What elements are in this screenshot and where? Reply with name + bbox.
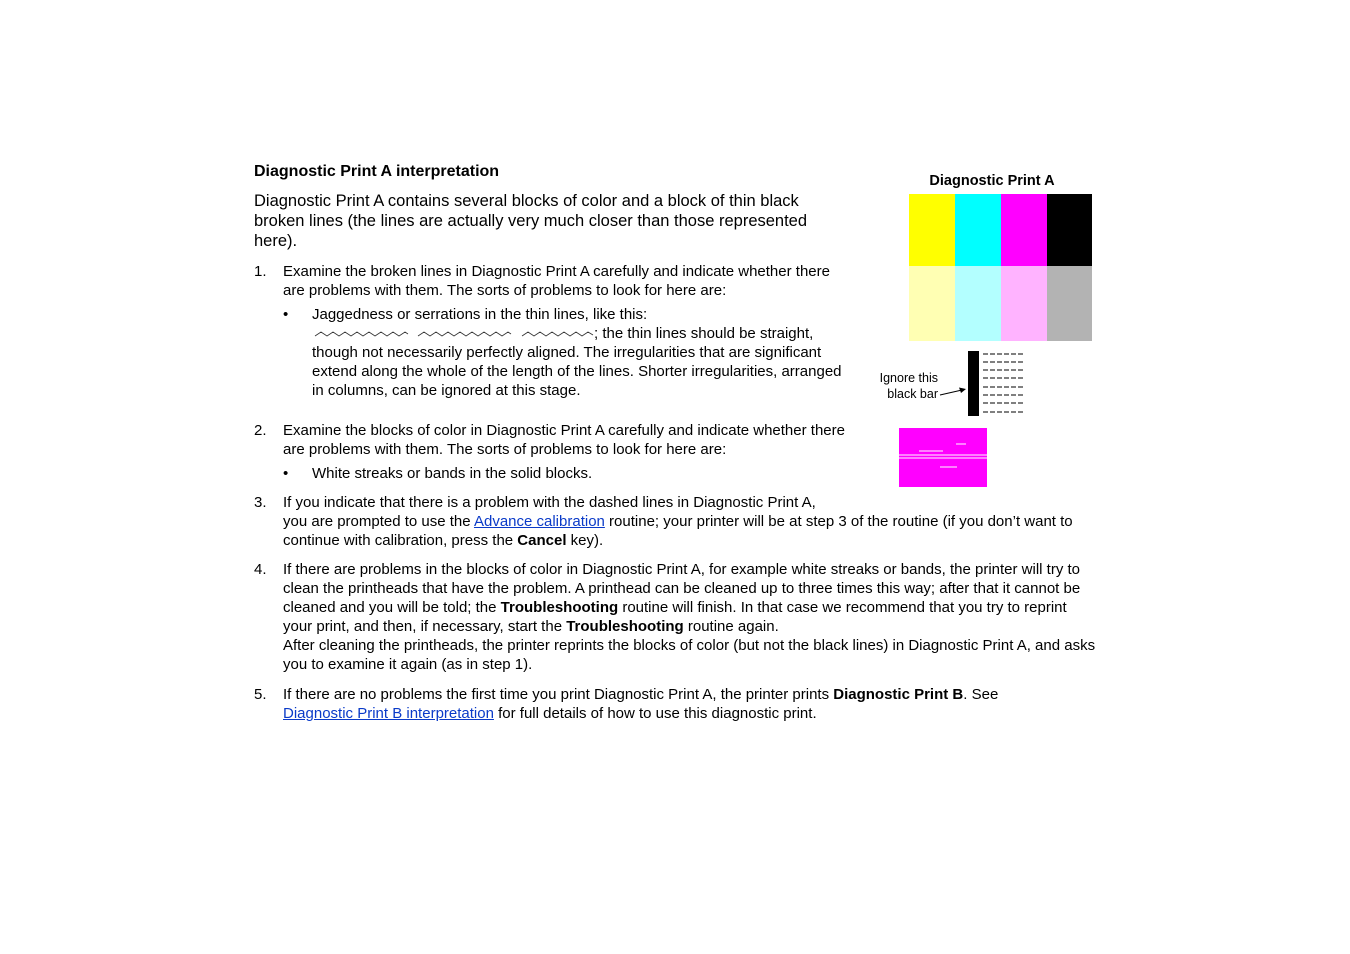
swatch-cyan (955, 194, 1001, 266)
cancel-key-label: Cancel (517, 532, 567, 549)
black-bar (968, 351, 979, 416)
swatch-light-magenta (1001, 266, 1047, 341)
step-2-bullet: White streaks or bands in the solid blocks. (312, 465, 593, 482)
step-5-number: 5. (254, 686, 267, 703)
step-1-bullet (312, 305, 857, 400)
advance-calibration-link[interactable]: Advance calibration (473, 513, 605, 530)
step-2-text: Examine the blocks of color in Diagnostic Print A carefully and indicate whether there are problems with them. The sorts of problems to look for here are: (283, 422, 845, 458)
step-1-number: 1. (254, 263, 267, 280)
step-3-text (283, 493, 1083, 550)
ignore-black-bar-callout: Ignore this black bar (879, 371, 938, 401)
step-4-text-a: If there are problems in the blocks of color in Diagnostic Print A, for example white streaks or bands, the printer will try to clean the printheads that have the problem. A printhead can be cleaned up to three times this way; after that it cannot be cleaned and you will be told; the (283, 561, 1081, 616)
figure-title: Diagnostic Print A (929, 173, 1055, 189)
callout-arrow-icon (938, 384, 968, 398)
step-5-text (283, 685, 1093, 723)
swatch-grey (1047, 266, 1092, 341)
white-streaks (899, 428, 987, 487)
swatch-magenta (1001, 194, 1047, 266)
step-3-text-a: If you indicate that there is a problem with the dashed lines in Diagnostic Print A, you are prompted to use the (283, 494, 816, 530)
jagged-lines-example-icon (312, 328, 594, 340)
step-5-text-a: If there are no problems the first time you print Diagnostic Print A, the printer prints (283, 686, 834, 703)
step-4-text-b: routine will finish. In that case we recommend that you try to reprint your print, and then, if necessary, start the (283, 599, 1067, 635)
swatch-black (1047, 194, 1092, 266)
step-3-number: 3. (254, 494, 267, 511)
step-1-text: Examine the broken lines in Diagnostic Print A carefully and indicate whether there are problems with them. The sorts of problems to look for here are: (283, 263, 830, 299)
step-4-text-d: After cleaning the printheads, the printer reprints the blocks of color (but not the black lines) in Diagnostic Print A, and asks you to examine it again (as in step 1). (283, 637, 1096, 673)
diagnostic-print-b-label: Diagnostic Print B (833, 686, 964, 703)
troubleshooting-label-b: Troubleshooting (566, 618, 684, 635)
step-4-text-c: routine again. (683, 618, 779, 635)
swatch-yellow (909, 194, 955, 266)
step-2-number: 2. (254, 422, 267, 439)
swatch-light-cyan (955, 266, 1001, 341)
diagnostic-print-b-link[interactable]: Diagnostic Print B interpretation (283, 705, 494, 722)
troubleshooting-label-a: Troubleshooting (500, 599, 619, 616)
bullet-rest-text: ; the thin lines should be straight, though not necessarily perfectly aligned. The irregularities that are significant extend along the whole of the length of the lines. Shorter irregularities, arranged in columns, can be ignored at this stage. (312, 325, 842, 399)
step-1-bullet-mark: • (283, 306, 289, 323)
step-3-text-c: key). (566, 532, 604, 549)
bullet-lead-text: Jaggedness or serrations in the thin lines, like this: (312, 306, 648, 323)
step-5-text-b: . See (963, 686, 999, 703)
step-4-number: 4. (254, 561, 267, 578)
step-4-text (283, 560, 1098, 674)
step-5-text-c: for full details of how to use this diagnostic print. (493, 705, 817, 722)
swatch-light-yellow (909, 266, 955, 341)
intro-paragraph: Diagnostic Print A contains several blocks of color and a block of thin black broken lines (the lines are actually very much closer than those represented here). (254, 192, 808, 250)
section-heading: Diagnostic Print A interpretation (254, 163, 500, 180)
step-3-text-b: routine; your printer will be at step 3 of the routine (if you don’t want to continue with calibration, press the (283, 513, 1073, 549)
step-2-bullet-mark: • (283, 465, 289, 482)
dashed-lines-block (983, 351, 1027, 417)
